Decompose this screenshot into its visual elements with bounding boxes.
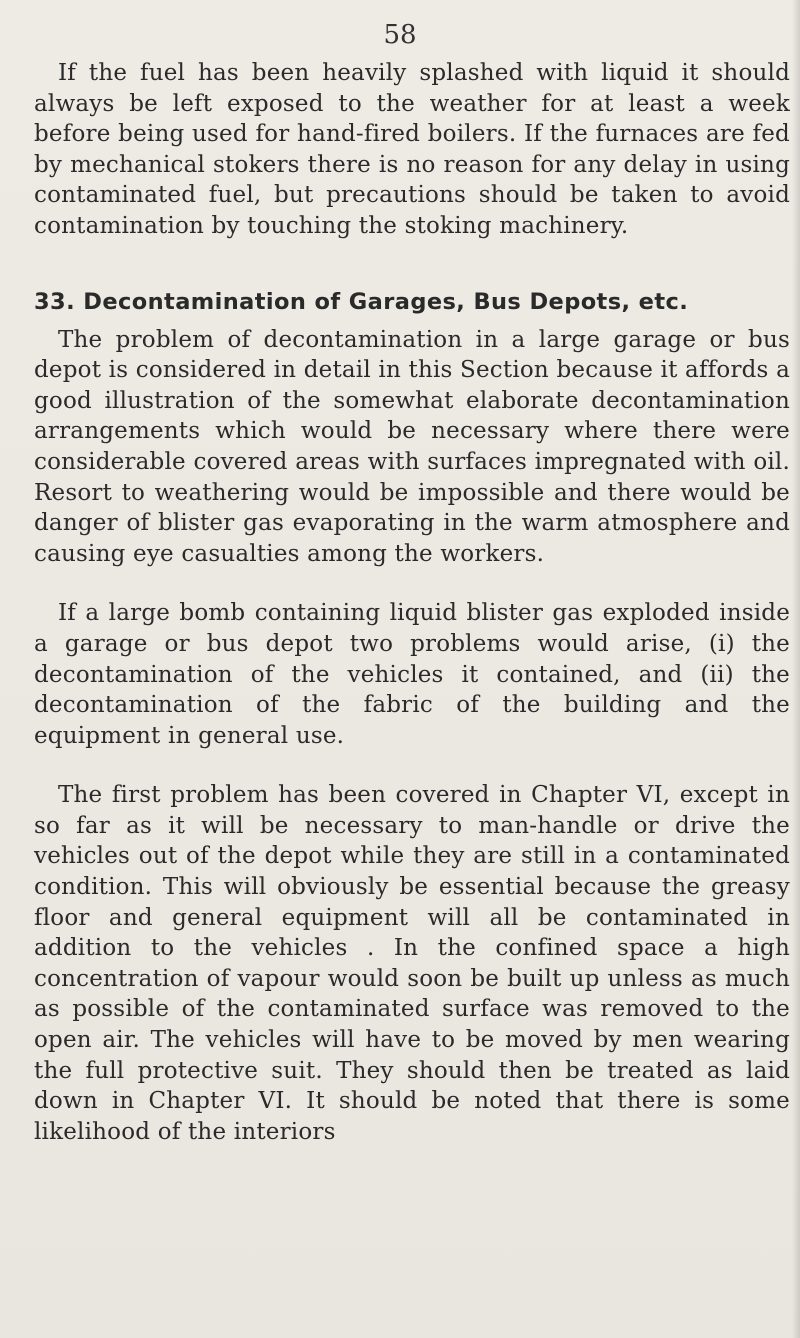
section-heading: 33. Decontamination of Garages, Bus Depots, etc. bbox=[34, 288, 689, 315]
paragraph-garage-problem: The problem of decontamination in a large garage or bus depot is considered in detail in this Section because it affords a good illustration of the somewhat elaborate decontamination arrangements which would be necessary where there were considerable covered areas with surfaces impregnated with oil. Resort to weathering would be impossible and there would be danger of blister gas evaporating in the warm atmosphere and causing eye casualties among the workers. bbox=[34, 326, 790, 567]
page-edge-shadow bbox=[792, 0, 800, 1338]
page-body bbox=[34, 58, 790, 1147]
paragraph-fuel-exposure: If the fuel has been heavily splashed with liquid it should always be left exposed to the weather for at least a week before being used for hand-fired boilers. If the furnaces are fed by mechanical stokers there is no reason for any delay in using contaminated fuel, but precautions should be taken to avoid contamination by touching the stoking machinery. bbox=[34, 60, 790, 239]
paragraph-vehicle-removal: The first problem has been covered in Chapter VI, except in so far as it will be necessary to man-handle or drive the vehicles out of the depot while they are still in a contaminated condition. This will obviously be essential because the greasy floor and general equipment will all be contaminated in addition to the vehicles . In the confined space a high concentration of vapour would soon be built up unless as much as possible of the contaminated surface was removed to the open air. The vehicles will have to be moved by men wearing the full protective suit. They should then be treated as laid down in Chapter VI. It should be noted that there is some likelihood of the interiors bbox=[34, 782, 790, 1145]
page-number: 58 bbox=[383, 20, 417, 50]
paragraph-bomb-problems: If a large bomb containing liquid blister gas exploded inside a garage or bus depot two problems would arise, (i) the decontamination of the vehicles it contained, and (ii) the decontamination of the fabric of the building and the equipment in general use. bbox=[34, 600, 790, 749]
